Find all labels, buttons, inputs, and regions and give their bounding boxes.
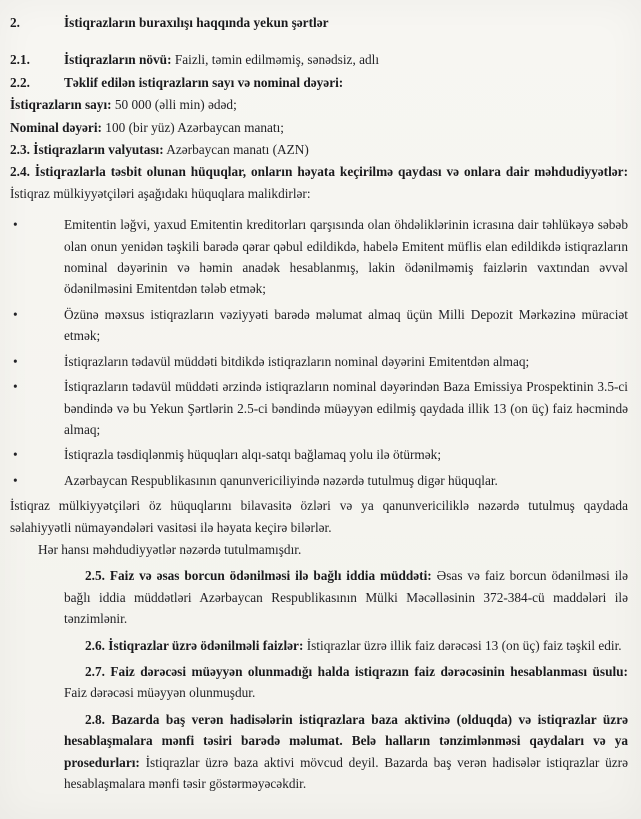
list-item (10, 351, 628, 372)
clause-2-7 (64, 661, 628, 704)
clause-2-4 (10, 161, 628, 204)
clause-2-1 (10, 49, 628, 70)
clause-2-8-text: İstiqrazlar üzrə baza aktivi mövcud deyil. Bazarda baş verən hadisələr istiqrazlar üzrə hesablaşmalara mənfi təsir göstərməyəcəkdir. (64, 754, 628, 791)
list-item (10, 304, 628, 347)
clause-2-2 (10, 72, 628, 93)
nominal-value-line (10, 117, 628, 138)
list-item-text: Azərbaycan Respublikasının qanunvericiliyində nəzərdə tutulmuş digər hüquqlar. (64, 472, 498, 488)
clause-2-6-label: İstiqrazlar üzrə ödənilməli faizlər: (108, 637, 304, 653)
rights-list (10, 214, 628, 491)
clause-2-3-value: Azərbaycan manatı (AZN) (166, 142, 309, 158)
section-2-title: İstiqrazların buraxılışı haqqında yekun şərtlər (64, 15, 329, 30)
spacer (10, 34, 628, 49)
clause-2-8-number: 2.8. (85, 711, 105, 727)
bullet-icon: • (13, 217, 18, 233)
bond-count-label: İstiqrazların sayı: (10, 97, 112, 113)
clause-2-2-number: 2.2. (10, 74, 30, 90)
clause-2-5-label: Faiz və əsas borcun ödənilməsi ilə bağlı iddia müddəti: (109, 568, 432, 584)
clause-2-4-label: İstiqrazlarla təsbit olunan hüquqlar, onların həyata keçirilmə qaydası və onlara dair məhdudiyyətlər: (34, 164, 629, 180)
clause-2-7-number: 2.7. (85, 663, 105, 679)
clause-2-3-number: 2.3. (10, 142, 30, 158)
clause-2-4-intro: İstiqraz mülkiyyətçiləri aşağıdakı hüquqlara malikdirlər: (10, 185, 311, 201)
nominal-value: 100 (bir yüz) Azərbaycan manatı; (105, 119, 284, 135)
clause-2-3 (10, 139, 628, 160)
nominal-value-label: Nominal dəyəri: (10, 119, 102, 135)
section-2-heading (10, 12, 628, 33)
clause-2-1-label: İstiqrazların növü: (64, 52, 172, 68)
bullet-icon: • (13, 447, 18, 463)
list-item (10, 376, 628, 440)
clause-2-7-text: Faiz dərəcəsi müəyyən olunmuşdur. (64, 685, 256, 701)
clause-2-4-number: 2.4. (10, 164, 30, 180)
spacer (10, 205, 628, 214)
clause-2-7-label: Faiz dərəcəsi müəyyən olunmadığı halda istiqrazın faiz dərəcəsinin hesablanması üsulu: (110, 663, 628, 679)
bullet-icon: • (13, 379, 18, 395)
clause-2-5 (64, 565, 628, 629)
clause-2-5-number: 2.5. (85, 568, 105, 584)
clause-2-3-label: İstiqrazların valyutası: (33, 142, 164, 158)
bullet-icon: • (13, 306, 18, 322)
rights-exercise-paragraph: İstiqraz mülkiyyətçiləri öz hüquqlarını bilavasitə özləri və ya qanunvericiliklə nəzərdə tutulmuş qaydada səlahiyyətli nümayəndələri vasitəsi ilə həyata keçirə bilərlər. (10, 498, 628, 535)
list-item-text: İstiqrazların tədavül müddəti ərzində istiqrazların nominal dəyərindən Baza Emissiya Prospektinin 3.5-ci bəndində və bu Yekun Şərtlərin 2.5-ci bəndində müəyyən edilmiş qaydada illik 13 (on üç) faiz həcmində almaq; (64, 379, 628, 437)
list-item-text: İstiqrazların tədavül müddəti bitdikdə istiqrazların nominal dəyərini Emitentdən almaq; (64, 353, 530, 369)
list-item-text: Emitentin ləğvi, yaxud Emitentin kreditorları qarşısında olan öhdəliklərinin icrasına dair təhlükəyə səbəb olan onun yenidən təşkili barədə qərar qəbul edildikdə, habelə Emitent müflis elan edildikdə istiqrazların nominal dəyərinin və həmin anadək hesablanmış, lakin ödənilməmiş faizlərin vaxtından əvvəl ödənilməsini Emitentdən tələb etmək; (64, 217, 628, 297)
bullet-icon: • (13, 353, 18, 369)
clause-2-5-text: Əsas və faiz borcun ödənilməsi ilə bağlı iddia müddətləri Azərbaycan Respublikasının Mülki Məcəlləsinin 372-384-cü maddələri ilə tənzimlənir. (64, 568, 629, 627)
bond-count-value: 50 000 (əlli min) ədəd; (114, 97, 237, 113)
clause-2-6-number: 2.6. (85, 637, 105, 653)
list-item (10, 470, 628, 491)
list-item-text: İstiqrazla təsdiqlənmiş hüquqları alqı-satqı bağlamaq yolu ilə ötürmək; (64, 447, 442, 463)
clause-2-1-value: Faizli, təmin edilməmiş, sənədsiz, adlı (174, 52, 380, 68)
list-item (10, 214, 628, 300)
clause-2-6 (64, 635, 628, 656)
bond-count-line (10, 94, 628, 115)
clause-2-8-label: Bazarda baş verən hadisələrin istiqrazlara baza aktivinə (olduqda) və istiqrazlar üzrə hesablaşmalara mənfi təsiri barədə məlumat. Belə halların tənzimlənməsi qaydaları və ya prosedurları: (64, 711, 628, 770)
clause-2-1-number: 2.1. (10, 52, 30, 68)
bullet-icon: • (13, 472, 18, 488)
no-restrictions-paragraph: Hər hansı məhdudiyyətlər nəzərdə tutulmamışdır. (38, 541, 302, 557)
clause-2-8 (64, 709, 628, 795)
list-item (10, 444, 628, 465)
clause-2-2-label: Təklif edilən istiqrazların sayı və nominal dəyəri: (64, 74, 344, 90)
section-2-number: 2. (10, 15, 20, 30)
list-item-text: Özünə məxsus istiqrazların vəziyyəti barədə məlumat almaq üçün Milli Depozit Mərkəzinə müraciət etmək; (64, 306, 628, 344)
clause-2-6-text: İstiqrazlar üzrə illik faiz dərəcəsi 13 (on üç) faiz təşkil edir. (306, 637, 622, 653)
